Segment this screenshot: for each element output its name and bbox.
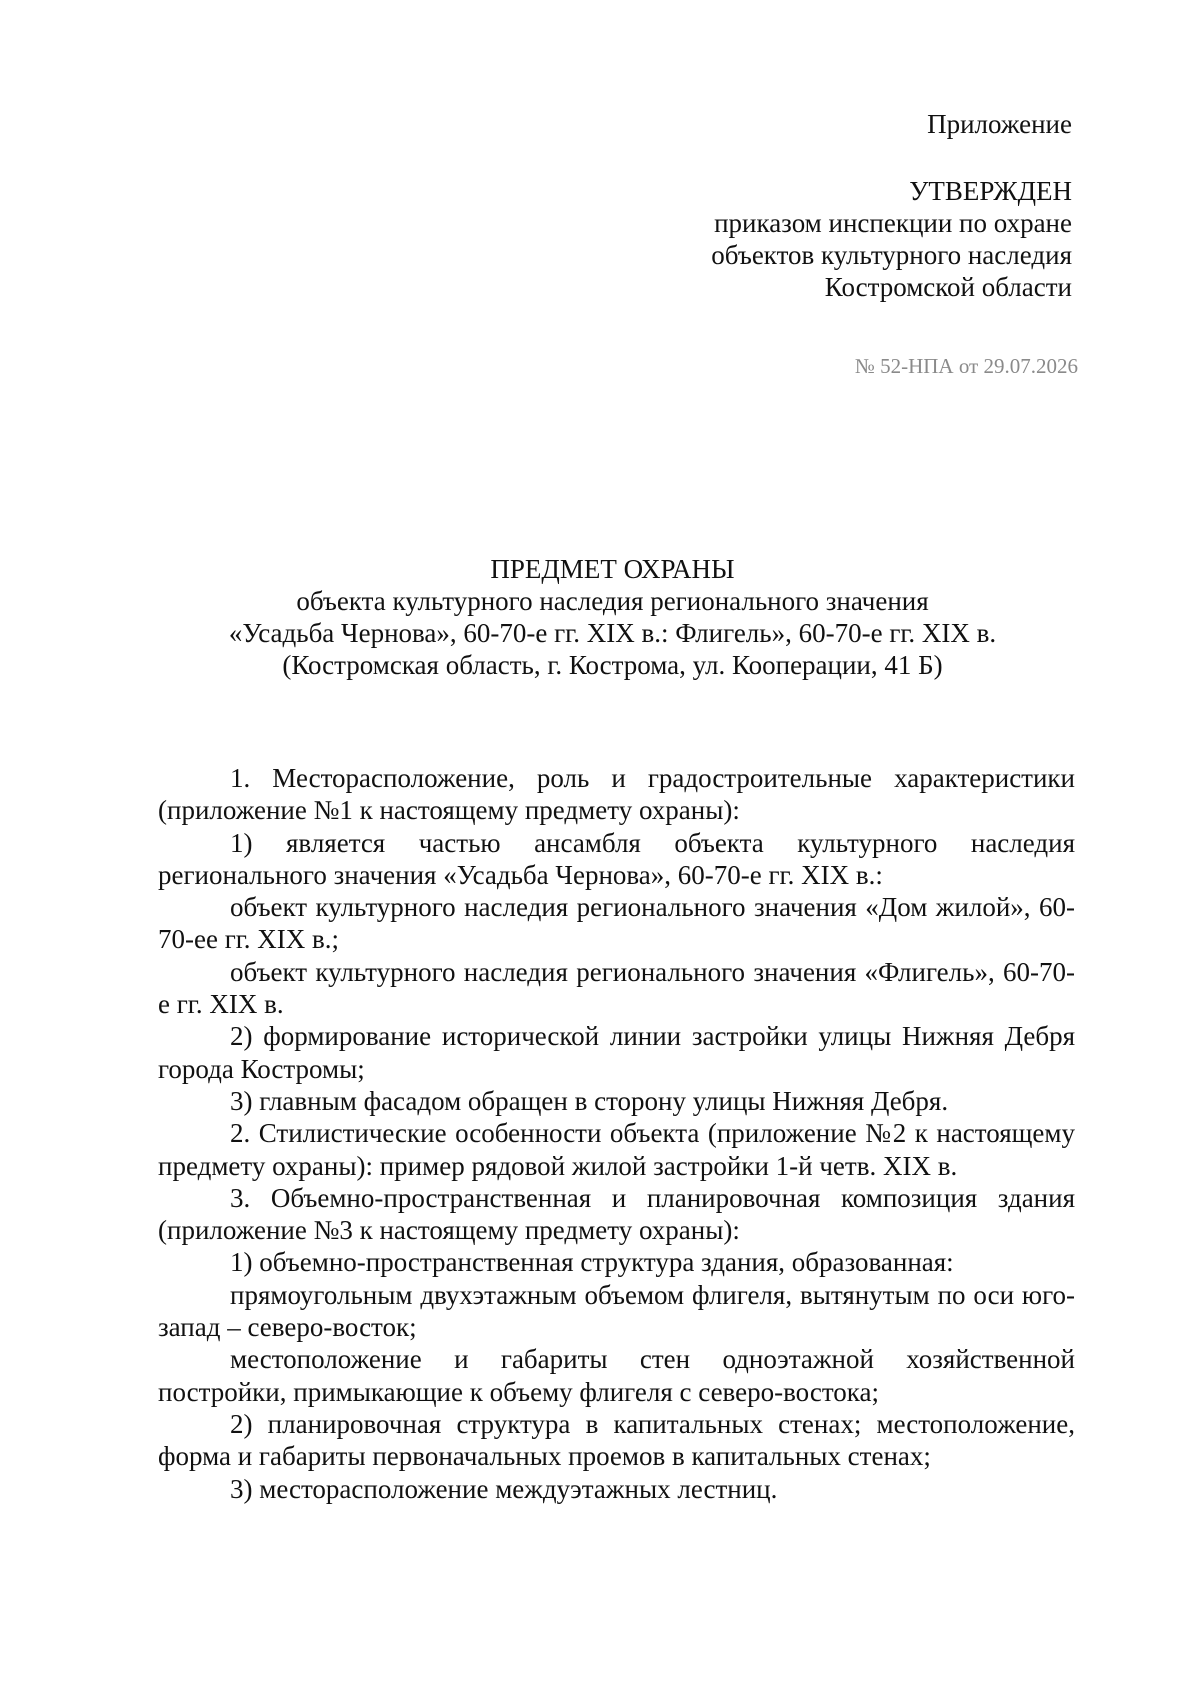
document-heading: ПРЕДМЕТ ОХРАНЫ bbox=[490, 554, 735, 584]
paragraph: 3) месторасположение междуэтажных лестниц. bbox=[230, 1473, 778, 1504]
document-body bbox=[158, 762, 1075, 1505]
order-number: № 52-НПА от 29.07.2026 bbox=[854, 354, 1078, 378]
title-line-3: (Костромская область, г. Кострома, ул. Кооперации, 41 Б) bbox=[282, 650, 943, 680]
paragraph: 1. Месторасположение, роль и градостроительные характеристики (приложение №1 к настоящему предмету охраны): bbox=[158, 763, 1075, 826]
paragraph: объект культурного наследия регионального значения «Флигель», 60-70-е гг. XIX в. bbox=[158, 956, 1075, 1020]
paragraph: 1) является частью ансамбля объекта культурного наследия регионального значения «Усадьба Чернова», 60-70-е гг. XIX в.: bbox=[158, 827, 1075, 890]
paragraph: 1) объемно-пространственная структура здания, образованная: bbox=[230, 1247, 954, 1278]
approval-header bbox=[452, 108, 1072, 303]
approved-by-line-1: приказом инспекции по охране bbox=[714, 208, 1072, 238]
approved-by-line-3: Костромской области bbox=[824, 272, 1072, 302]
paragraph: 2) планировочная структура в капитальных стенах; местоположение, форма и габариты первоначальных проемов в капитальных стенах; bbox=[158, 1408, 1075, 1472]
title-line-2: «Усадьба Чернова», 60-70-е гг. XIX в.: Флигель», 60-70-е гг. XIX в. bbox=[228, 618, 997, 648]
approved-by-line-2: объектов культурного наследия bbox=[711, 240, 1072, 270]
appendix-label: Приложение bbox=[927, 109, 1072, 139]
title-line-1: объекта культурного наследия регионального значения bbox=[296, 586, 929, 616]
header-spacer bbox=[452, 140, 1072, 175]
paragraph: 2. Стилистические особенности объекта (приложение №2 к настоящему предмету охраны): пример рядовой жилой застройки 1-й четв. XIX в. bbox=[158, 1118, 1075, 1181]
paragraph: 3) главным фасадом обращен в сторону улицы Нижняя Дебря. bbox=[230, 1085, 949, 1116]
paragraph: прямоугольным двухэтажным объемом флигеля, вытянутым по оси юго-запад – северо-восток; bbox=[158, 1279, 1075, 1343]
paragraph: объект культурного наследия регионального значения «Дом жилой», 60-70-ее гг. XIX в.; bbox=[158, 892, 1075, 955]
approved-label: УТВЕРЖДЕН bbox=[909, 176, 1072, 206]
paragraph: 3. Объемно-пространственная и планировочная композиция здания (приложение №3 к настоящему предмету охраны): bbox=[158, 1182, 1075, 1246]
document-title-block bbox=[150, 553, 1075, 681]
paragraph: местоположение и габариты стен одноэтажной хозяйственной постройки, примыкающие к объему флигеля с северо-востока; bbox=[158, 1344, 1075, 1407]
paragraph: 2) формирование исторической линии застройки улицы Нижняя Дебря города Костромы; bbox=[158, 1021, 1075, 1084]
